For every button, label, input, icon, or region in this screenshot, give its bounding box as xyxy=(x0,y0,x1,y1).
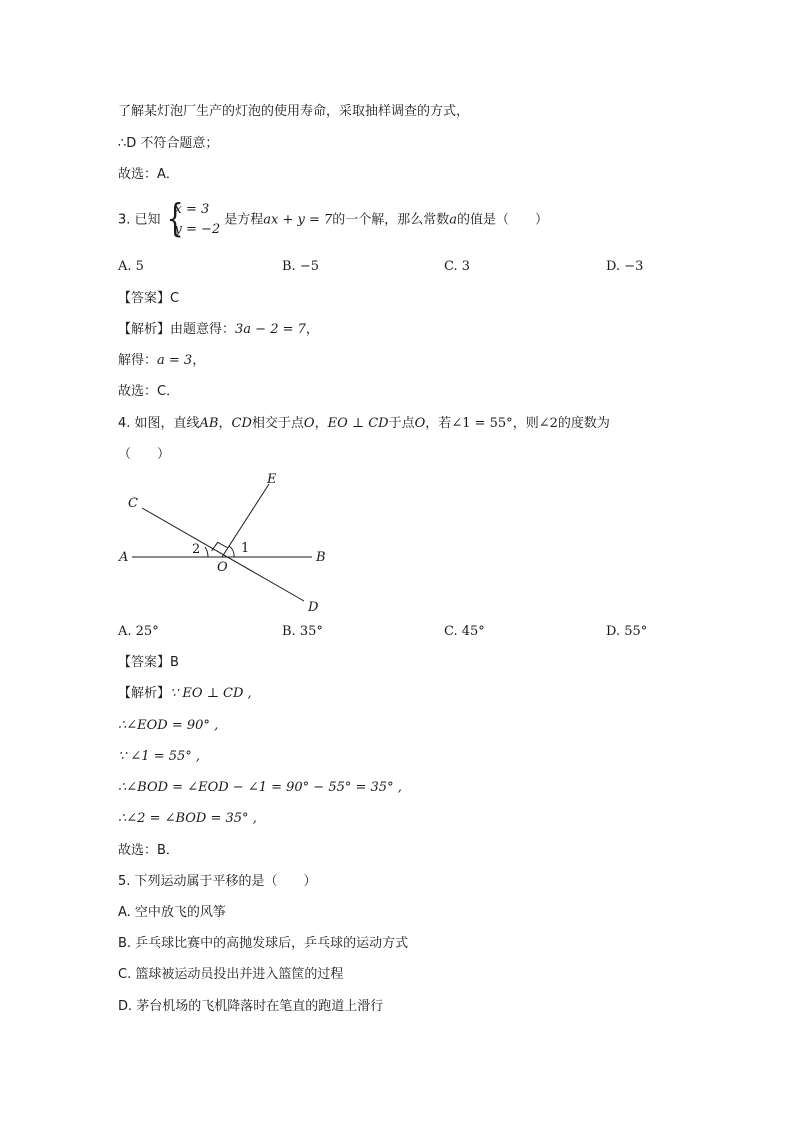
analysis-equation: 3a − 2 = 7 xyxy=(235,322,306,337)
analysis-text: 解得： xyxy=(118,353,158,368)
line-cd-segment xyxy=(142,508,304,601)
q4-stem-paren: （ ） xyxy=(118,447,171,462)
punctuation: ， xyxy=(314,416,328,431)
point-o: O xyxy=(414,416,426,431)
point-o: O xyxy=(303,416,315,431)
q4-analysis-step-4: ∴∠BOD = ∠EOD − ∠1 = 90° − 55° = 35° , xyxy=(118,780,402,795)
q3-system-row-2: y = −2 xyxy=(174,221,221,237)
label-a: A xyxy=(119,550,129,565)
label-c: C xyxy=(128,496,138,511)
q3-option-d: D. −3 xyxy=(606,259,644,274)
q3-conclusion: 故选：C． xyxy=(118,384,180,399)
q3-stem xyxy=(118,196,549,242)
stem-text: 的度数为 xyxy=(557,416,610,431)
analysis-label: 【解析】 xyxy=(118,686,171,701)
q4-option-d: D. 55° xyxy=(606,624,648,639)
label-angle-1: 1 xyxy=(241,541,250,556)
punctuation: ， xyxy=(218,416,232,431)
analysis-text: 由题意得： xyxy=(170,322,236,337)
brace-symbol: { xyxy=(166,196,184,240)
q4-analysis-step-3: ∵ ∠1 = 55° , xyxy=(118,749,201,764)
angle-1-expression: ∠1 = 55° xyxy=(451,416,513,431)
q5-stem: 5. 下列运动属于平移的是（ ） xyxy=(118,874,317,889)
q4-conclusion: 故选：B． xyxy=(118,843,179,858)
q3-option-a: A. 5 xyxy=(118,259,144,274)
q3-answer: 【答案】C xyxy=(118,291,180,306)
label-angle-2: 2 xyxy=(192,542,201,557)
line-ab: AB xyxy=(199,416,219,431)
q4-answer: 【答案】B xyxy=(118,655,179,670)
label-d: D xyxy=(308,600,319,615)
analysis-label: 【解析】 xyxy=(118,322,171,337)
q4-option-b: B. 35° xyxy=(282,624,323,639)
q2-choice-line: 故选：A． xyxy=(118,167,179,182)
stem-text: 4. 如图，直线 xyxy=(118,416,200,431)
label-e: E xyxy=(267,472,277,487)
stem-text: ，则 xyxy=(512,416,539,431)
stem-text: 相交于点 xyxy=(251,416,304,431)
q5-option-b: B. 乒乓球比赛中的高抛发球后，乒乓球的运动方式 xyxy=(118,936,409,951)
analysis-equation: a = 3 xyxy=(157,353,193,368)
q3-prefix: 3. 已知 xyxy=(118,212,161,228)
q4-option-a: A. 25° xyxy=(118,624,159,639)
q4-stem xyxy=(118,415,610,433)
q5-option-d: D. 茅台机场的飞机降落时在笔直的跑道上滑行 xyxy=(118,999,384,1014)
q4-analysis-step-1 xyxy=(118,685,252,703)
q4-analysis-step-5: ∴∠2 = ∠BOD = 35° , xyxy=(118,811,257,826)
perpendicular-expression: EO ⊥ CD xyxy=(327,416,389,431)
q3-mid: 是方程 xyxy=(224,212,264,228)
q3-option-c: C. 3 xyxy=(444,259,471,274)
angle-2-expression: ∠2 xyxy=(538,416,558,431)
label-o: O xyxy=(217,560,228,575)
q3-equation: ax + y = 7 xyxy=(263,212,333,228)
q2-explanation-line: 了解某灯泡厂生产的灯泡的使用寿命，采取抽样调查的方式， xyxy=(118,104,470,119)
q3-option-b: B. −5 xyxy=(282,259,319,274)
label-b: B xyxy=(316,550,326,565)
q3-variable: a xyxy=(449,212,458,228)
q3-system-row-1: x = 3 xyxy=(174,201,210,217)
q3-suffix1: 的一个解，那么常数 xyxy=(332,212,450,228)
stem-text: ，若 xyxy=(425,416,452,431)
stem-text: 于点 xyxy=(388,416,415,431)
q3-suffix2: 的值是（ ） xyxy=(457,212,549,228)
q3-equation-system xyxy=(165,196,221,241)
angle-1-arc xyxy=(229,546,234,557)
q2-conclusion-line: ∴D 不符合题意； xyxy=(118,136,219,151)
line-cd: CD xyxy=(231,416,252,431)
q3-analysis-line-2 xyxy=(118,352,205,370)
punctuation: ， xyxy=(192,353,206,368)
q5-option-a: A. 空中放飞的风筝 xyxy=(118,905,226,920)
punctuation: ， xyxy=(305,322,319,337)
geometry-figure xyxy=(112,466,342,616)
analysis-step: ∵ EO ⊥ CD , xyxy=(170,686,252,701)
angle-2-arc xyxy=(205,547,208,557)
q4-analysis-step-2: ∴∠EOD = 90° , xyxy=(118,718,219,733)
q5-option-c: C. 篮球被运动员投出并进入篮筐的过程 xyxy=(118,967,344,982)
q4-option-c: C. 45° xyxy=(444,624,485,639)
q3-analysis-line-1 xyxy=(118,321,319,339)
